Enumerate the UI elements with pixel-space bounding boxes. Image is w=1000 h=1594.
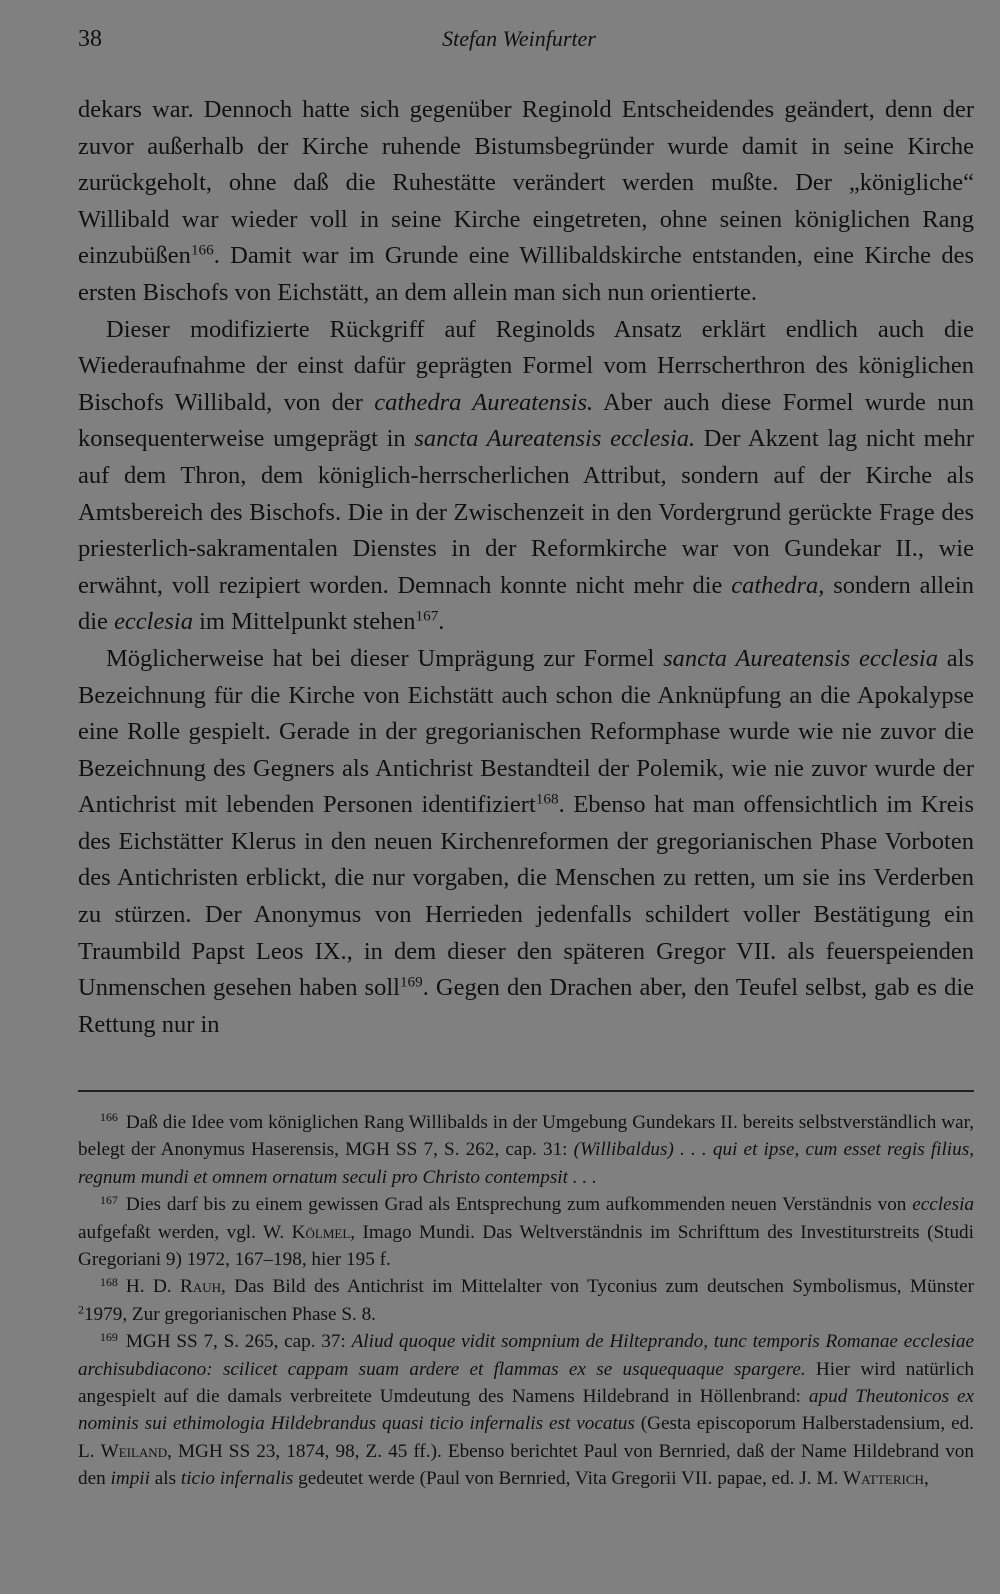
text-run: im Mittelpunkt stehen: [192, 608, 416, 636]
latin-quote: apud Theutonicos ex nominis sui ethimologia Hildebrandus quasi ticio infernalis est vocatus: [78, 1386, 974, 1435]
text-run: . Damit war im Grunde eine Willibaldskirche entstanden, eine Kirche des ersten Bischofs von Eichstätt, an dem allein man sich nun orientierte.: [78, 242, 974, 306]
footnotes: [78, 1109, 974, 1493]
author-name: Rauh: [180, 1276, 222, 1298]
text-run: , Imago Mundi. Das Weltverständnis im Schrifttum des Investiturstreits (Studi Gregoriani 9) 1972, 167–198, hier 195 f.: [78, 1221, 974, 1271]
running-title: Stefan Weinfurter: [442, 26, 596, 51]
author-name: Watterich: [842, 1468, 924, 1490]
text-run: Hier wird natürlich angespielt auf die damals verbreitete Umdeutung des Namens Hildebrand in Höllenbrand:: [78, 1358, 974, 1408]
paragraph-3: [78, 641, 974, 1044]
footnote-ref-168: 168: [535, 790, 559, 808]
latin-term: sancta Aureatensis ecclesia: [663, 644, 938, 672]
text-run: , Das Bild des Antichrist im Mittelalter von Tyconius zum deutschen Symbolismus, Münster: [221, 1276, 974, 1298]
page-number: 38: [78, 26, 102, 52]
text-run: ,: [923, 1468, 929, 1490]
text-run: Der Akzent lag nicht mehr auf dem Thron, dem königlich-herrscherlichen Attribut, sondern auf der Kirche als Amtsbereich des Bischofs. Die in der Zwischenzeit in den Vordergrund gerückte Frage des priesterlich-sakramentalen Dienstes in der Reformkirche war von Gundekar II., wie erwähnt, voll rezipiert worden. Demnach konnte nicht mehr die: [78, 425, 974, 599]
text-run: , MGH SS 23, 1874, 98, Z. 45 ff.). Ebenso berichtet Paul von Bernried, daß der Name Hildebrand von den: [78, 1440, 974, 1490]
text-run: . Gegen den Drachen aber, den Teufel selbst, gab es die Rettung nur in: [78, 974, 975, 1038]
latin-term: sancta Aureatensis ecclesia.: [414, 425, 696, 453]
text-run: Möglicherweise hat bei dieser Umprägung zur Formel: [106, 644, 664, 672]
text-run: Aber auch diese Formel wurde nun konsequenterweise umgeprägt in: [78, 388, 974, 453]
paragraph-2: [78, 312, 974, 641]
text-run: Dieser modifizierte Rückgriff auf Reginolds Ansatz erklärt endlich auch die Wiederaufnahme der einst dafür geprägten Formel vom Herrscherthron des königlichen Bischofs Willibald, von der: [78, 315, 974, 416]
text-run: Daß die Idee vom königlichen Rang Willibalds in der Umgebung Gundekars II. bereits selbstverständlich war, belegt der Anonymus Haserensis, MGH SS 7, S. 262, cap. 31:: [78, 1112, 974, 1161]
edition-superscript: 2: [78, 1302, 84, 1317]
footnote-ref-167: 167: [415, 607, 439, 625]
text-run: gedeutet werde (Paul von Bernried, Vita Gregorii VII. papae, ed. J. M.: [293, 1468, 843, 1490]
paragraph-1: [78, 92, 974, 312]
latin-term: cathedra Aureatensis.: [374, 388, 594, 416]
text-run: MGH SS 7, S. 265, cap. 37:: [125, 1331, 352, 1353]
latin-term: ticio infernalis: [180, 1468, 294, 1490]
text-run: .: [438, 608, 445, 636]
text-run: sondern allein die: [78, 571, 974, 636]
latin-term: ecclesia: [114, 608, 193, 636]
author-name: Kölmel: [291, 1221, 351, 1243]
author-name: Weiland: [100, 1440, 168, 1462]
footnote-ref-169: 169: [399, 973, 423, 991]
text-run: dekars war. Dennoch hatte sich gegenüber Reginold Entscheidendes geändert, denn der zuvor außerhalb der Kirche ruhende Bistumsbegründer wurde damit in seine Kirche zurückgeholt, ohne daß die Ruhestätte verändert werden mußte. Der „königliche“ Willibald war wieder voll in seine Kirche eingetreten, ohne seinen königlichen Rang einzubüßen: [78, 96, 974, 270]
latin-quote: (Willibaldus) . . . qui et ipse, cum esset regis filius, regnum mundi et omnem ornatum seculi pro Christo contempsit . . .: [78, 1139, 974, 1188]
text-run: . Ebenso hat man offensichtlich im Kreis des Eichstätter Klerus in den neuen Kirchenreformen der gregorianischen Phase Vorboten des Antichristen erblickt, die nur vorgaben, die Menschen zu retten, um sie ins Verderben zu stürzen. Der Anonymus von Herrieden jedenfalls schildert voller Bestätigung ein Traumbild Papst Leos IX., in dem dieser den späteren Gregor VII. als feuerspeienden Unmenschen gesehen haben soll: [78, 791, 974, 1002]
footnote-separator: [78, 1090, 974, 1092]
footnote-167: $^{167}$ Dies darf bis zu einem gewissen Grad als Entsprechung zum aufkommenden neuen Verständnis von ecclesia aufgefaßt werden, vgl. W. Kölmel, Imago Mundi. Das Weltverständnis im Schrifttum des Investiturstreits (Studi Gregoriani 9) 1972, 167–198, hier 195 f.: [78, 1192, 974, 1271]
text-run: aufgefaßt werden, vgl. W.: [78, 1221, 292, 1243]
text-run: H. D.: [125, 1276, 181, 1298]
text-run: 1979, Zur gregorianischen Phase S. 8.: [83, 1303, 376, 1325]
text-run: als Bezeichnung für die Kirche von Eichstätt auch schon die Anknüpfung an die Apokalypse eine Rolle gespielt. Gerade in der gregorianischen Reformphase wurde wie nie zuvor die Bezeichnung des Gegners als Antichrist Bestandteil der Polemik, wie nie zuvor wurde der Antichrist mit lebenden Personen identifiziert: [78, 644, 974, 819]
footnote-168: $^{168}$ H. D. Rauh, Das Bild des Antichrist im Mittelalter von Tyconius zum deutschen Symbolismus, Münster $^2$1979, Zur gregorianischen Phase S. 8.: [78, 1274, 974, 1325]
main-text: [78, 92, 974, 1043]
footnote-169: $^{169}$ MGH SS 7, S. 265, cap. 37: Aliud quoque vidit sompnium de Hilteprando, tunc temporis Romanae ecclesiae archisubdiacono: scilicet cappam suam ardere et flammas ex se usquequaque spargere. Hier wird natürlich angespielt auf die damals verbreitete Umdeutung des Namens Hildebrand in Höllenbrand: apud Theutonicos ex nominis sui ethimologia Hildebrandus quasi ticio infernalis est vocatus (Gesta episcoporum Halberstadensium, ed. L. Weiland, MGH SS 23, 1874, 98, Z. 45 ff.). Ebenso berichtet Paul von Bernried, daß der Name Hildebrand von den impii als ticio infernalis gedeutet werde (Paul von Bernried, Vita Gregorii VII. papae, ed. J. M. Watterich,: [78, 1329, 974, 1490]
running-head: [78, 26, 960, 60]
footnote-ref-166: 166: [190, 242, 214, 260]
text-run: als: [149, 1468, 181, 1490]
latin-term: impii: [110, 1468, 150, 1490]
text-run: (Gesta episcoporum Halberstadensium, ed. L.: [78, 1413, 974, 1462]
latin-quote: Aliud quoque vidit sompnium de Hilteprando, tunc temporis Romanae ecclesiae archisubdiacono: scilicet cappam suam ardere et flammas ex se usquequaque spargere.: [78, 1331, 974, 1380]
latin-term: ecclesia: [912, 1194, 974, 1216]
footnote-166: $^{166}$ Daß die Idee vom königlichen Rang Willibalds in der Umgebung Gundekars II. bereits selbstverständlich war, belegt der Anonymus Haserensis, MGH SS 7, S. 262, cap. 31: (Willibaldus) . . . qui et ipse, cum esset regis filius, regnum mundi et omnem ornatum seculi pro Christo contempsit . . .: [78, 1110, 974, 1188]
text-run: Dies darf bis zu einem gewissen Grad als Entsprechung zum aufkommenden neuen Verständnis von: [125, 1194, 913, 1216]
latin-term: cathedra,: [731, 571, 825, 599]
